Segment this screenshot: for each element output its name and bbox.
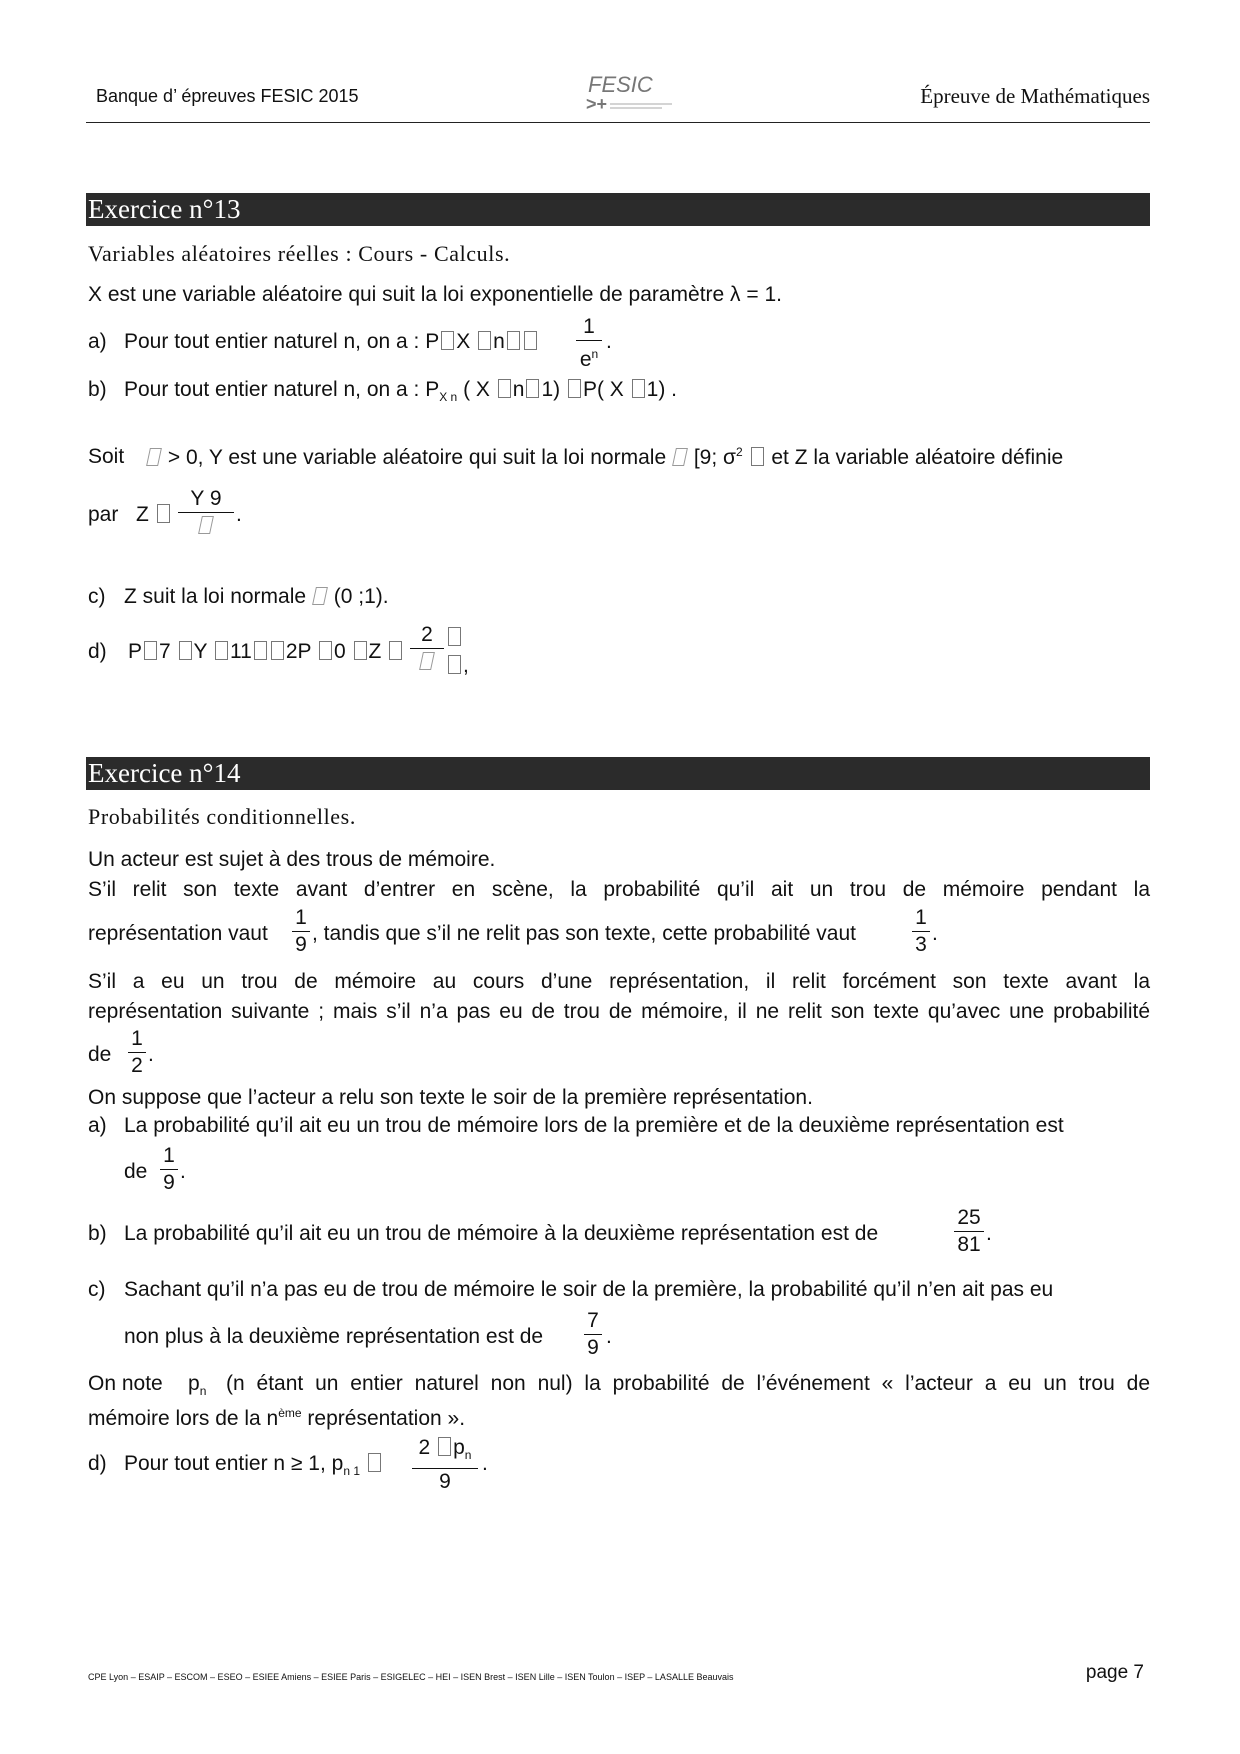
ex13-soit-line: > 0, Y est une variable aléatoire qui suit la loi normale [9; $\sigma^2$ et Z la variable aléatoire définie (146, 445, 1063, 470)
missing-glyph-icon (254, 641, 267, 660)
ex14-p3b: , tandis que s’il ne relit pas son texte, cette probabilité vaut (312, 922, 856, 945)
ex14-p3-fraction-1: 1 9 (292, 905, 310, 958)
logo-tag: >+ (586, 94, 608, 114)
missing-glyph-icon (271, 641, 284, 660)
ex14-p3-fraction-2: 1 3 (912, 905, 930, 958)
ex13-d-label: d) (88, 640, 107, 663)
ex13-d-statement: P 7 Y 11 2P 0 Z (128, 640, 404, 664)
missing-glyph-icon (526, 379, 539, 398)
page-header (86, 70, 1150, 123)
ex13-par-z: Z (136, 503, 172, 527)
missing-glyph-icon (448, 627, 461, 646)
ex13-b-label: b) (88, 378, 107, 401)
ex14-c-fraction: 7 9 (584, 1308, 602, 1361)
ex13-a-x: X (456, 330, 471, 353)
missing-glyph-icon (215, 641, 228, 660)
ex14-note2: (n étant un entier naturel non nul) la probabilité de l’événement « l’acteur a eu un trou de (226, 1372, 1150, 1395)
missing-glyph-icon (568, 379, 581, 398)
ex14-c-label: c) (88, 1278, 106, 1301)
ex14-p5: représentation suivante ; mais s’il n’a pas eu de trou de mémoire, il ne relit son texte qu’avec une probabilité (88, 1000, 1150, 1023)
ex13-a-den: $e^n$ (579, 347, 599, 371)
ex13-d-num: 2 (421, 623, 433, 646)
logo-text: FESIC (588, 72, 653, 97)
missing-glyph-icon (632, 379, 645, 398)
fesic-logo (582, 70, 682, 114)
ex13-a-n: n (493, 330, 505, 353)
ex14-c-text2: non plus à la deuxième représentation est de (124, 1325, 544, 1348)
sigma-glyph-icon (419, 652, 435, 670)
missing-glyph-icon (319, 641, 332, 660)
exercise-14-title: Exercice n°14 (86, 757, 1150, 790)
ex14-note-p: $p_n$ (188, 1372, 207, 1399)
missing-glyph-icon (438, 1437, 451, 1456)
ex13-a-text: Pour tout entier naturel n, on a : P (124, 330, 440, 353)
ex14-note3: mémoire lors de la $n^{ème}$ représentation ». (88, 1406, 466, 1430)
ex13-c-label: c) (88, 585, 106, 608)
sigma-glyph-icon (198, 516, 214, 534)
ex14-b-label: b) (88, 1222, 107, 1245)
missing-glyph-icon (507, 331, 520, 350)
ex13-c-statement: Z suit la loi normale (0 ;1). (124, 585, 389, 608)
fesic-logo-icon (582, 70, 682, 114)
ex14-p2: S’il relit son texte avant d’entrer en scène, la probabilité qu’il ait un trou de mémoire pendant la (88, 878, 1150, 901)
normal-law-glyph-icon (312, 587, 328, 605)
ex13-par: par (88, 503, 119, 526)
ex13-a-statement (124, 330, 539, 354)
page-number: page 7 (1085, 1662, 1144, 1683)
ex14-b-text: La probabilité qu’il ait eu un trou de mémoire à la deuxième représentation est de (124, 1222, 879, 1245)
missing-glyph-icon (524, 331, 537, 350)
footer-schools: CPE Lyon – ESAIP – ESCOM – ESEO – ESIEE Amiens – ESIEE Paris – ESIGELEC – HEI – ISEN Brest – ISEN Lille – ISEN Toulon – ISEP – LASALLE Beauvais (88, 1672, 734, 1682)
header-left-text: Banque d’ épreuves FESIC 2015 (96, 86, 359, 106)
missing-glyph-icon (144, 641, 157, 660)
ex13-a-fraction (576, 314, 602, 373)
missing-glyph-icon (389, 641, 402, 660)
ex13-a-label: a) (88, 330, 107, 353)
ex13-d-fraction (410, 622, 444, 675)
header-right-text: Épreuve de Mathématiques (920, 84, 1150, 108)
ex14-d-fraction: 2 $p_n$ 9 (412, 1435, 478, 1495)
ex14-a-fraction: 1 9 (160, 1143, 178, 1196)
ex13-b-statement: Pour tout entier naturel n, on a : $P_{X n}$ ( X n 1) P( X 1) . (124, 378, 677, 405)
ex13-z-num: Y 9 (190, 487, 222, 510)
ex14-p6-fraction: 1 2 (128, 1026, 146, 1079)
ex14-p6a: de (88, 1043, 112, 1066)
missing-glyph-icon (441, 331, 454, 350)
ex14-d-label: d) (88, 1452, 107, 1475)
ex13-intro: X est une variable aléatoire qui suit la loi exponentielle de paramètre λ = 1. (88, 283, 783, 306)
exercise-13-title: Exercice n°13 (86, 193, 1150, 226)
missing-glyph-icon (157, 504, 170, 523)
ex14-note1: On note (88, 1372, 163, 1395)
ex14-p1: Un acteur est sujet à des trous de mémoire. (88, 848, 496, 871)
document-page: Banque d’ épreuves FESIC 2015 FESIC >+ Épreuve de Mathématiques Exercice n°13 Variables aléatoires réelles : Cours - Calculs. X est une variable aléatoire qui suit la loi exponentielle de paramètre λ = 1. a) Pour tout entier naturel n, on a : P X n 1 $e^n$ . b) Pour tout entier naturel n, on a : $P_{X n}$ ( X n 1) P( X 1) . Soit > 0, Y est une variable aléatoire qui suit la loi normale [9; $\sigma^2$ et Z la variable aléatoire définie par Z Y 9 . c) Z suit la loi normale (0 ;1). d) P 7 Y 11 2P 0 Z 2 , Exercice n°14 Probabilités conditionnelles. Un acteur est sujet à des trous de mémoire. S’il relit son texte avant d’entrer en scène, la probabilité qu’il ait un trou de mémoire pendant la représentation vaut 1 9 , tandis que s’il ne relit pas son texte, cette probabilité vaut 1 3 . S’il a eu un trou de mémoire au cours d’une représentation, il relit forcément son texte avant la représentation suivante ; mais s’il n’a pas eu de trou de mémoire, il ne relit son texte qu’avec une probabilité de 1 2 . On suppose que l’acteur a relu son texte le soir de la première représentation. a) La probabilité qu’il ait eu un trou de mémoire lors de la première et de la deuxième représentation est de 1 9 . b) La probabilité qu’il ait eu un trou de mémoire à la deuxième représentation est de 25 81 . c) Sachant qu’il n’a pas eu de trou de mémoire le soir de la première, la probabilité qu’il n’en ait pas eu non plus à la deuxième représentation est de 7 9 . On note $p_n$ (n étant un entier naturel non nul) la probabilité de l’événement « l’acteur a eu un trou de mémoire lors de la $n^{ème}$ représentation ». d) Pour tout entier n ≥ 1, $p_{n 1}$ 2 $p_n$ 9 . CPE Lyon – ESAIP – ESCOM – ESEO – ESIEE Amiens – ESIEE Paris – ESIGELEC – HEI – ISEN Brest – ISEN Lille – ISEN Toulon – ISEP – LASALLE Beauvais page 7 (88, 72, 1150, 1683)
normal-law-glyph-icon (672, 448, 688, 466)
missing-glyph-icon (354, 641, 367, 660)
ex13-z-fraction (178, 486, 234, 539)
ex14-a-label: a) (88, 1114, 107, 1137)
ex13-soit: Soit (88, 445, 125, 468)
missing-glyph-icon (368, 1453, 381, 1472)
ex14-d-text: Pour tout entier n ≥ 1, $p_{n 1}$ (124, 1452, 383, 1478)
missing-glyph-icon (498, 379, 511, 398)
missing-glyph-icon (751, 447, 764, 466)
ex14-p4: S’il a eu un trou de mémoire au cours d’une représentation, il relit forcément son texte avant la (88, 970, 1150, 993)
missing-glyph-icon (179, 641, 192, 660)
ex13-a-num: 1 (583, 315, 595, 338)
sigma-glyph-icon (146, 448, 162, 466)
missing-glyph-icon (448, 655, 461, 674)
ex14-a-text: La probabilité qu’il ait eu un trou de mémoire lors de la première et de la deuxième représentation est (124, 1114, 1064, 1137)
ex14-b-fraction: 25 81 (954, 1205, 984, 1258)
ex14-c-text: Sachant qu’il n’a pas eu de trou de mémoire le soir de la première, la probabilité qu’il n’en ait pas eu (124, 1278, 1054, 1301)
ex14-a-de: de (124, 1160, 148, 1183)
ex14-p3a: représentation vaut (88, 922, 268, 945)
ex14-p7: On suppose que l’acteur a relu son texte le soir de la première représentation. (88, 1086, 813, 1109)
exercise-14-subtitle: Probabilités conditionnelles. (88, 804, 356, 829)
missing-glyph-icon (478, 331, 491, 350)
exercise-13-subtitle: Variables aléatoires réelles : Cours - Calculs. (88, 241, 511, 266)
ex13-b-sub: X n (439, 390, 458, 405)
